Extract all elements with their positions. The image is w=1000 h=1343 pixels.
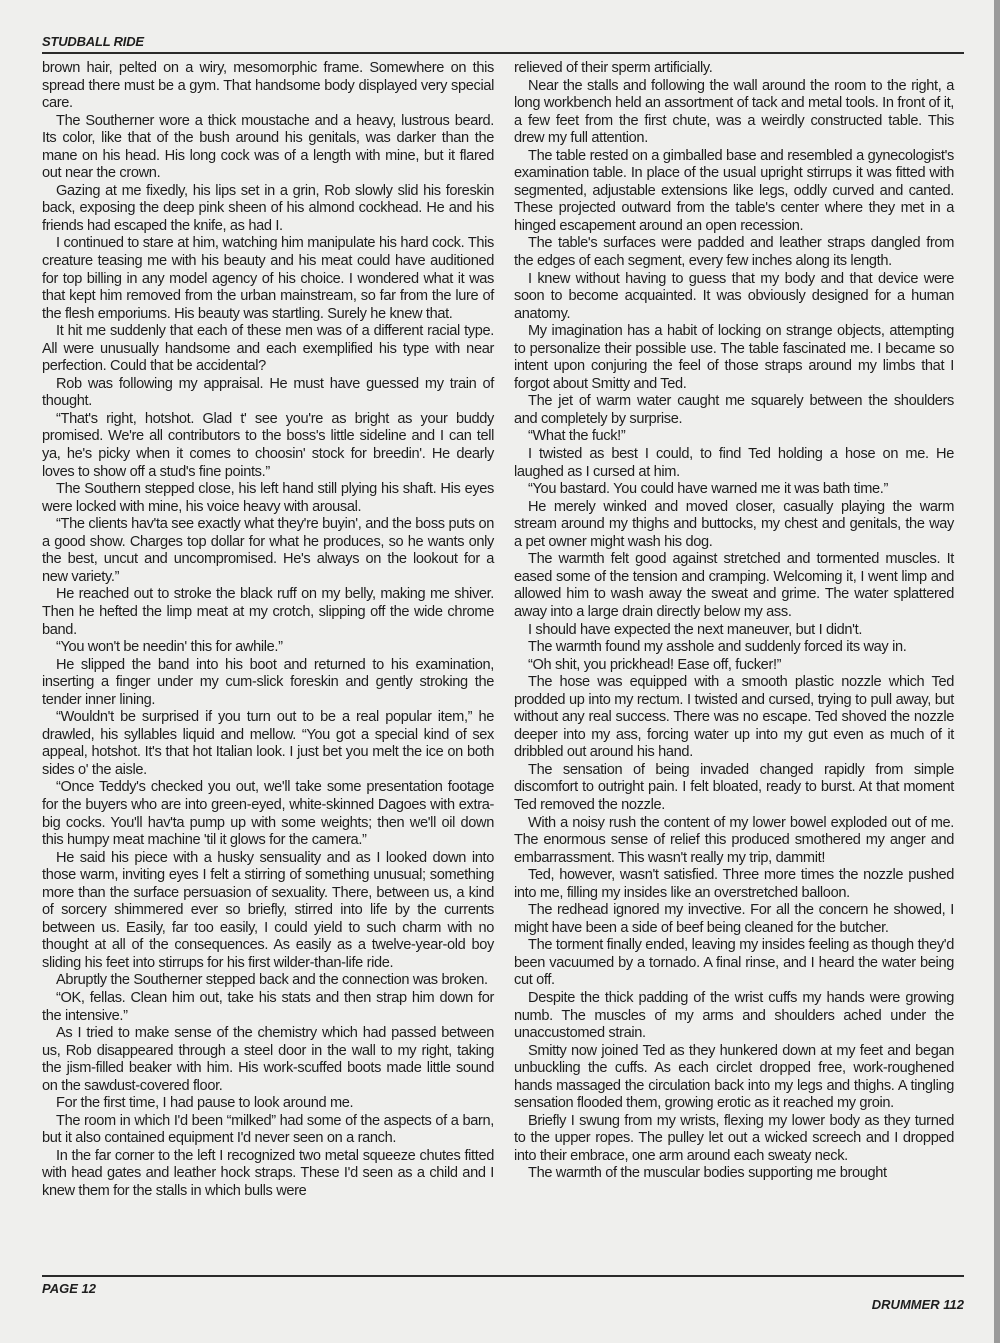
paragraph: My imagination has a habit of locking on strange objects, attempting to personalize their possible use. The table fascinated me. I became so intent upon conjuring the feel of those straps around my limbs that I forgot about Smitty and Ted. [514, 323, 954, 392]
running-title: STUDBALL RIDE [42, 34, 144, 49]
paragraph: The table rested on a gimballed base and resembled a gynecologist's examination table. In place of the usual upright stirrups it was fitted with segmented, adjustable extensions like legs, oddly curved and canted. These projected outward from the table's center where they met in a hinged escapement around an open recession. [514, 147, 954, 234]
paragraph: “Once Teddy's checked you out, we'll take some presentation footage for the buyers who are into green-eyed, white-skinned Dagoes with extra-big cocks. You'll hav'ta pump up with some weights; then we'll oil down this humpy meat machine 'til it glows for the camera.” [42, 779, 494, 849]
paragraph: brown hair, pelted on a wiry, mesomorphic frame. Somewhere on this spread there must be a gym. That handsome body displayed very special care. [42, 60, 494, 112]
paragraph: The warmth felt good against stretched and tormented muscles. It eased some of the tension and cramping. Welcoming it, I went limp and allowed him to wash away the sweat and grime. The water splattered away into a large drain directly below my ass. [514, 551, 954, 620]
paragraph: Briefly I swung from my wrists, flexing my lower body as they turned to the upper ropes. The pulley let out a wicked screech and I dropped into their embrace, one arm around each sweaty neck. [514, 1112, 954, 1164]
paragraph: I should have expected the next maneuver, but I didn't. [528, 621, 863, 638]
paragraph: Despite the thick padding of the wrist cuffs my hands were growing numb. The muscles of my arms and shoulders ached under the unaccustomed strain. [514, 989, 954, 1042]
page-number: PAGE 12 [42, 1281, 96, 1296]
right-column [514, 60, 954, 1183]
paragraph: With a noisy rush the content of my lower bowel exploded out of me. The enormous sense of relief this produced smothered my anger and embarrassment. This wasn't really my trip, dammit! [514, 814, 954, 866]
paragraph: “Wouldn't be surprised if you turn out to be a real popular item,” he drawled, his syllables liquid and mellow. “You got a special kind of sex appeal, hotshot. It's that hot Italian look. I just bet you melt the ice on both sides o' the aisle. [42, 709, 494, 778]
paragraph: The warmth of the muscular bodies supporting me brought [528, 1165, 887, 1182]
paragraph: Abruptly the Southerner stepped back and the connection was broken. [56, 972, 488, 989]
paragraph: The Southern stepped close, his left hand still plying his shaft. His eyes were locked with mine, his voice heavy with arousal. [42, 481, 494, 515]
left-column [42, 60, 494, 1201]
paragraph: Smitty now joined Ted as they hunkered down at my feet and began unbuckling the cuffs. As each circlet dropped free, work-roughened hands massaged the circulation back into my legs and thighs. A tingling sensation flooded them, growing erotic as it reached my groin. [514, 1042, 954, 1112]
paragraph: Near the stalls and following the wall around the room to the right, a long workbench held an assortment of tack and metal tools. In front of it, a few feet from the first chute, was a weirdly constructed table. This drew my full attention. [514, 77, 954, 147]
paragraph: It hit me suddenly that each of these men was of a different racial type. All were unusually handsome and each exemplified his type with near perfection. Could that be accidental? [42, 323, 494, 375]
paragraph: The room in which I'd been “milked” had some of the aspects of a barn, but it also contained equipment I'd never seen on a ranch. [42, 1112, 494, 1147]
footer-rule [42, 1275, 964, 1277]
paragraph: “Oh shit, you prickhead! Ease off, fucker!” [528, 656, 782, 673]
paragraph: The jet of warm water caught me squarely between the shoulders and completely by surprise. [514, 393, 954, 427]
paragraph: “That's right, hotshot. Glad t' see you're as bright as your buddy promised. We're all contributors to the boss's little sideline and I can tell ya, he's picky when it comes to choosin' stock for breedin'. He dearly loves to show off a stud's fine points.” [42, 410, 494, 480]
paragraph: “What the fuck!” [528, 428, 626, 445]
paragraph: As I tried to make sense of the chemistry which had passed between us, Rob disappeared through a steel door in the wall to my right, taking the jism-filled beaker with him. His work-scuffed boots made little sound on the sawdust-covered floor. [42, 1025, 494, 1094]
paragraph: Gazing at me fixedly, his lips set in a grin, Rob slowly slid his foreskin back, exposing the deep pink sheen of his almond cockhead. He and his friends had escaped the knife, as had I. [42, 182, 494, 234]
paragraph: “You won't be needin' this for awhile.” [56, 639, 283, 656]
page-edge-shadow [994, 0, 1000, 1343]
paragraph: He slipped the band into his boot and returned to his examination, inserting a finger under my cum-slick foreskin and gently stroking the tender inner lining. [42, 656, 494, 708]
paragraph: I knew without having to guess that my body and that device were soon to become acquainted. It was obviously designed for a human anatomy. [514, 270, 954, 322]
paragraph: “The clients hav'ta see exactly what they're buyin', and the boss puts on a good show. Charges top dollar for what he produces, so he wants only the best, uncut and uncompromised. He's always on the lookout for a new variety.” [42, 516, 494, 585]
paragraph: He reached out to stroke the black ruff on my belly, making me shiver. Then he hefted the limp meat at my crotch, slipping off the wide chrome band. [42, 586, 494, 638]
paragraph: Rob was following my appraisal. He must have guessed my train of thought. [42, 375, 494, 410]
paragraph: “You bastard. You could have warned me it was bath time.” [528, 481, 888, 498]
paragraph: In the far corner to the left I recognized two metal squeeze chutes fitted with head gates and leather hock straps. These I'd seen as a child and I knew them for the stalls in which bulls were [42, 1147, 494, 1199]
header-rule [42, 52, 964, 54]
issue-label: DRUMMER 112 [871, 1297, 964, 1312]
paragraph: The table's surfaces were padded and leather straps dangled from the edges of each segment, every few inches along its length. [514, 235, 954, 270]
paragraph: He merely winked and moved closer, casually playing the warm stream around my thighs and buttocks, my chest and genitals, the way a pet owner might wash his dog. [514, 498, 954, 550]
paragraph: “OK, fellas. Clean him out, take his stats and then strap him down for the intensive.” [42, 989, 494, 1024]
paragraph: Ted, however, wasn't satisfied. Three more times the nozzle pushed into me, filling my insides like an overstretched balloon. [514, 867, 954, 901]
paragraph: The torment finally ended, leaving my insides feeling as though they'd been vacuumed by a tornado. A final rinse, and I heard the water being cut off. [514, 937, 954, 989]
paragraph: For the first time, I had pause to look around me. [56, 1095, 354, 1112]
paragraph: relieved of their sperm artificially. [514, 60, 713, 76]
paragraph: The hose was equipped with a smooth plastic nozzle which Ted prodded up into my rectum. I twisted and cursed, trying to pull away, but without any real success. There was no escape. Ted shoved the nozzle deeper into my ass, forcing water up into my gut even as much of it dribbled out around his hand. [514, 674, 954, 761]
paragraph: The sensation of being invaded changed rapidly from simple discomfort to outright pain. I felt bloated, ready to burst. At that moment Ted removed the nozzle. [514, 761, 954, 813]
paragraph: The warmth found my asshole and suddenly forced its way in. [528, 639, 907, 656]
paragraph: I twisted as best I could, to find Ted holding a hose on me. He laughed as I cursed at him. [514, 446, 954, 480]
paragraph: He said his piece with a husky sensuality and as I looked down into those warm, inviting eyes I felt a stirring of something unusual; something more than the surface persuasion of sexuality. There, between us, a kind of sorcery shimmered ever so briefly, stirred into life by the currents between us. Easily, far too easily, I could yield to such charm with no thought at all of the consequences. As easily as a twelve-year-old boy sliding his feet into stirrups for his first wilder-than-life ride. [42, 849, 494, 971]
paragraph: I continued to stare at him, watching him manipulate his hard cock. This creature teasing me with his beauty and his meat could have auditioned for top billing in any model agency of his choice. I wondered what it was that kept him removed from the urban mainstream, so far from the lure of the flesh emporiums. His beauty was startling. Surely he knew that. [42, 235, 494, 322]
paragraph: The redhead ignored my invective. For all the concern he showed, I might have been a side of beef being cleaned for the butcher. [514, 902, 954, 936]
paragraph: The Southerner wore a thick moustache and a heavy, lustrous beard. Its color, like that of the bush around his genitals, was darker than the mane on his head. His long cock was of a length with mine, but it flared out near the crown. [42, 112, 494, 182]
